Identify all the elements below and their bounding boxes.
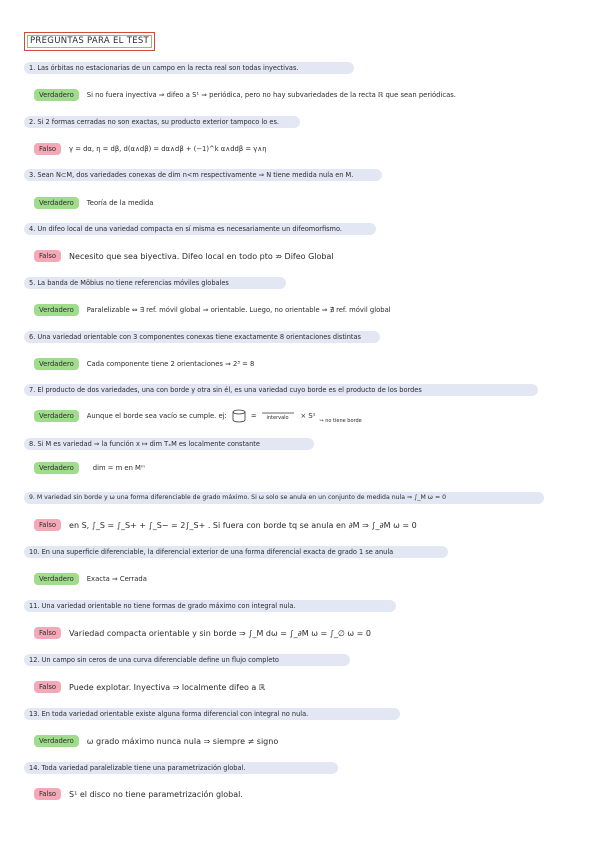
answer-row-2: [34, 143, 267, 155]
circle-factor: × S¹: [300, 412, 316, 420]
question-14: 14. Toda variedad paralelizable tiene una parametrización global.: [24, 762, 338, 774]
verdict-badge-2: Falso: [34, 143, 61, 155]
question-11: 11. Una variedad orientable no tiene formas de grado máximo con integral nula.: [24, 600, 396, 612]
answer-row-12: [34, 681, 265, 693]
verdict-badge-11: Falso: [34, 627, 61, 639]
answer-text-6: Cada componente tiene 2 orientaciones ⇒ 2³ = 8: [86, 360, 255, 368]
question-3: 3. Sean N⊂M, dos variedades conexas de dim n<m respectivamente ⇒ N tiene medida nula en M.: [24, 169, 382, 181]
page-title: PREGUNTAS PARA EL TEST: [24, 32, 155, 51]
question-8: 8. Si M es variedad ⇒ la función x ↦ dim TₓM es localmente constante: [24, 438, 314, 450]
verdict-badge-12: Falso: [34, 681, 61, 693]
no-border-note: ↪ no tiene borde: [319, 418, 362, 424]
answer-text-3: Teoría de la medida: [86, 199, 154, 207]
answer-row-14: [34, 788, 243, 800]
question-2: 2. Si 2 formas cerradas no son exactas, su producto exterior tampoco lo es.: [24, 116, 300, 128]
question-4: 4. Un difeo local de una variedad compacta en sí misma es necesariamente un difeomorfismo.: [24, 223, 376, 235]
answer-text-11: Variedad compacta orientable y sin borde ⇒ ∫_M dω = ∫_∂M ω = ∫_∅ ω = 0: [69, 628, 371, 638]
answer-text-8: dim = m en Mᵐ: [92, 464, 146, 472]
question-6: 6. Una variedad orientable con 3 componentes conexas tiene exactamente 8 orientaciones distintas: [24, 331, 380, 343]
answer-row-5: [34, 304, 391, 316]
verdict-badge-8: Verdadero: [34, 462, 79, 474]
answer-row-10: [34, 573, 147, 585]
answer-text-7: Aunque el borde sea vacío se cumple. ej:: [86, 412, 227, 420]
question-9: 9. M variedad sin borde y ω una forma diferenciable de grado máximo. Si ω solo se anula en un conjunto de medida nula ⇒ ∫_M ω = 0: [24, 492, 544, 504]
question-5: 5. La banda de Möbius no tiene referencias móviles globales: [24, 277, 286, 289]
answer-text-1: Si no fuera inyectiva ⇒ difeo a S¹ ⇒ periódica, pero no hay subvariedades de la recta ℝ que sean periódicas.: [86, 91, 456, 99]
answer-row-11: [34, 627, 371, 639]
answer-row-6: [34, 358, 254, 370]
answer-text-14: S¹ el disco no tiene parametrización global.: [69, 789, 243, 799]
question-1: 1. Las órbitas no estacionarias de un campo en la recta real son todas inyectivas.: [24, 62, 354, 74]
answer-text-13: ω grado máximo nunca nula ⇒ siempre ≠ signo: [86, 736, 279, 746]
answer-row-1: [34, 89, 456, 101]
question-10: 10. En una superficie diferenciable, la diferencial exterior de una forma diferencial exacta de grado 1 se anula: [24, 546, 448, 558]
answer-text-9: en S, ∫_S = ∫_S+ + ∫_S− = 2∫_S+ . Si fuera con borde tq se anula en ∂M ⇒ ∫_∂M ω = 0: [69, 520, 417, 530]
verdict-badge-14: Falso: [34, 788, 61, 800]
verdict-badge-1: Verdadero: [34, 89, 79, 101]
answer-text-5: Paralelizable ⇔ ∃ ref. móvil global ⇒ orientable. Luego, no orientable ⇒ ∄ ref. móvil global: [86, 306, 391, 314]
verdict-badge-3: Verdadero: [34, 197, 79, 209]
interval-label: intervalo: [266, 415, 289, 421]
answer-row-13: [34, 735, 278, 747]
question-7: 7. El producto de dos variedades, una con borde y otra sin él, es una variedad cuyo borde es el producto de los bordes: [24, 384, 538, 396]
answer-row-7: Verdadero Aunque el borde sea vacío se cumple. ej: = intervalo × S¹ ↪ no tiene borde: [34, 410, 362, 422]
verdict-badge-7: Verdadero: [34, 410, 79, 422]
answer-text-2: γ = dα, η = dβ, d(α∧dβ) = dα∧dβ + (−1)^k α∧ddβ = γ∧η: [69, 145, 267, 153]
answer-row-3: [34, 197, 153, 209]
cylinder-icon: [231, 409, 247, 423]
answer-text-10: Exacta ⇒ Cerrada: [86, 575, 147, 583]
answer-row-9: [34, 519, 417, 531]
question-13: 13. En toda variedad orientable existe alguna forma diferencial con integral no nula.: [24, 708, 400, 720]
answer-text-12: Puede explotar. Inyectiva ⇒ localmente difeo a ℝ: [69, 682, 266, 692]
answer-row-8: [34, 462, 145, 474]
verdict-badge-9: Falso: [34, 519, 61, 531]
question-12: 12. Un campo sin ceros de una curva diferenciable define un flujo completo: [24, 654, 350, 666]
verdict-badge-13: Verdadero: [34, 735, 79, 747]
verdict-badge-6: Verdadero: [34, 358, 79, 370]
verdict-badge-5: Verdadero: [34, 304, 79, 316]
answer-row-4: [34, 250, 334, 262]
answer-text-4: Necesito que sea biyectiva. Difeo local en todo pto ⇏ Difeo Global: [69, 251, 334, 261]
verdict-badge-4: Falso: [34, 250, 61, 262]
verdict-badge-10: Verdadero: [34, 573, 79, 585]
